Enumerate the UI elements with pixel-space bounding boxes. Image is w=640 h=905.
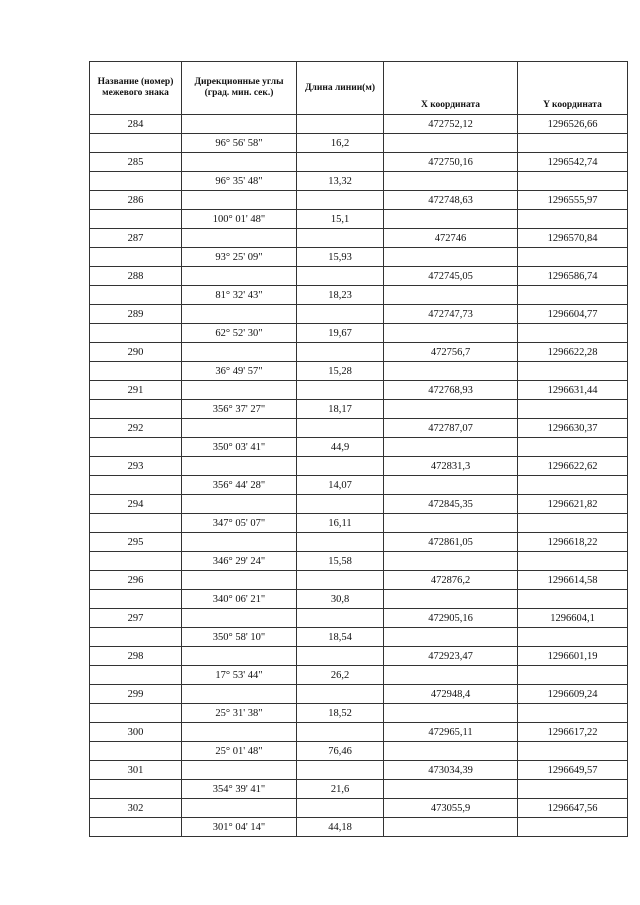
empty-cell xyxy=(90,438,182,457)
empty-cell xyxy=(182,761,297,780)
empty-cell xyxy=(90,514,182,533)
point-name-cell: 301 xyxy=(90,761,182,780)
point-name-cell: 284 xyxy=(90,115,182,134)
point-row xyxy=(90,685,628,704)
y-coordinate-cell: 1296617,22 xyxy=(518,723,628,742)
direction-angle-cell: 62° 52' 30" xyxy=(182,324,297,343)
x-coordinate-cell: 472745,05 xyxy=(384,267,518,286)
point-row xyxy=(90,381,628,400)
empty-cell xyxy=(90,172,182,191)
direction-angle-cell: 340° 06' 21" xyxy=(182,590,297,609)
point-row xyxy=(90,191,628,210)
empty-cell xyxy=(384,324,518,343)
empty-cell xyxy=(182,153,297,172)
empty-cell xyxy=(297,647,384,666)
point-name-cell: 292 xyxy=(90,419,182,438)
empty-cell xyxy=(90,742,182,761)
empty-cell xyxy=(297,381,384,400)
x-coordinate-cell: 472748,63 xyxy=(384,191,518,210)
direction-angle-cell: 354° 39' 41" xyxy=(182,780,297,799)
empty-cell xyxy=(90,552,182,571)
point-name-cell: 288 xyxy=(90,267,182,286)
empty-cell xyxy=(297,457,384,476)
empty-cell xyxy=(182,457,297,476)
empty-cell xyxy=(518,742,628,761)
y-coordinate-cell: 1296649,57 xyxy=(518,761,628,780)
point-row xyxy=(90,115,628,134)
line-length-cell: 18,17 xyxy=(297,400,384,419)
empty-cell xyxy=(518,666,628,685)
header-line-length: Длина линии(м) xyxy=(297,62,384,115)
header-direction-angle: Дирекционные углы (град. мин. сек.) xyxy=(182,62,297,115)
empty-cell xyxy=(182,229,297,248)
y-coordinate-cell: 1296630,37 xyxy=(518,419,628,438)
empty-cell xyxy=(90,780,182,799)
empty-cell xyxy=(518,704,628,723)
line-length-cell: 15,58 xyxy=(297,552,384,571)
empty-cell xyxy=(518,438,628,457)
empty-cell xyxy=(297,153,384,172)
empty-cell xyxy=(518,590,628,609)
empty-cell xyxy=(297,495,384,514)
point-row xyxy=(90,267,628,286)
empty-cell xyxy=(384,248,518,267)
line-length-cell: 19,67 xyxy=(297,324,384,343)
header-x-coordinate: X координата xyxy=(384,62,518,115)
empty-cell xyxy=(384,742,518,761)
direction-angle-cell: 356° 37' 27" xyxy=(182,400,297,419)
point-row xyxy=(90,799,628,818)
direction-angle-cell: 93° 25' 09" xyxy=(182,248,297,267)
x-coordinate-cell: 472756,7 xyxy=(384,343,518,362)
empty-cell xyxy=(182,381,297,400)
empty-cell xyxy=(182,419,297,438)
empty-cell xyxy=(182,685,297,704)
segment-row xyxy=(90,742,628,761)
segment-row xyxy=(90,628,628,647)
line-length-cell: 44,9 xyxy=(297,438,384,457)
empty-cell xyxy=(182,609,297,628)
empty-cell xyxy=(384,590,518,609)
empty-cell xyxy=(182,723,297,742)
empty-cell xyxy=(384,476,518,495)
line-length-cell: 18,52 xyxy=(297,704,384,723)
empty-cell xyxy=(297,571,384,590)
empty-cell xyxy=(384,666,518,685)
empty-cell xyxy=(518,514,628,533)
y-coordinate-cell: 1296609,24 xyxy=(518,685,628,704)
empty-cell xyxy=(297,305,384,324)
line-length-cell: 18,54 xyxy=(297,628,384,647)
empty-cell xyxy=(518,362,628,381)
empty-cell xyxy=(297,685,384,704)
point-name-cell: 289 xyxy=(90,305,182,324)
point-name-cell: 296 xyxy=(90,571,182,590)
line-length-cell: 18,23 xyxy=(297,286,384,305)
empty-cell xyxy=(182,647,297,666)
empty-cell xyxy=(384,362,518,381)
x-coordinate-cell: 472923,47 xyxy=(384,647,518,666)
empty-cell xyxy=(90,362,182,381)
header-point-name: Название (номер) межевого знака xyxy=(90,62,182,115)
point-row xyxy=(90,495,628,514)
y-coordinate-cell: 1296542,74 xyxy=(518,153,628,172)
x-coordinate-cell: 472768,93 xyxy=(384,381,518,400)
segment-row xyxy=(90,666,628,685)
point-row xyxy=(90,609,628,628)
point-name-cell: 293 xyxy=(90,457,182,476)
header-y-coordinate: Y координата xyxy=(518,62,628,115)
segment-row xyxy=(90,172,628,191)
y-coordinate-cell: 1296622,28 xyxy=(518,343,628,362)
empty-cell xyxy=(297,229,384,248)
empty-cell xyxy=(90,628,182,647)
segment-row xyxy=(90,476,628,495)
segment-row xyxy=(90,590,628,609)
point-name-cell: 300 xyxy=(90,723,182,742)
segment-row xyxy=(90,438,628,457)
point-row xyxy=(90,533,628,552)
empty-cell xyxy=(518,552,628,571)
y-coordinate-cell: 1296614,58 xyxy=(518,571,628,590)
empty-cell xyxy=(384,210,518,229)
direction-angle-cell: 36° 49' 57" xyxy=(182,362,297,381)
y-coordinate-cell: 1296621,82 xyxy=(518,495,628,514)
segment-row xyxy=(90,362,628,381)
segment-row xyxy=(90,780,628,799)
point-name-cell: 295 xyxy=(90,533,182,552)
empty-cell xyxy=(182,799,297,818)
line-length-cell: 16,2 xyxy=(297,134,384,153)
direction-angle-cell: 301° 04' 14" xyxy=(182,818,297,837)
segment-row xyxy=(90,552,628,571)
empty-cell xyxy=(90,666,182,685)
segment-row xyxy=(90,400,628,419)
point-name-cell: 297 xyxy=(90,609,182,628)
line-length-cell: 14,07 xyxy=(297,476,384,495)
point-row xyxy=(90,229,628,248)
direction-angle-cell: 346° 29' 24" xyxy=(182,552,297,571)
y-coordinate-cell: 1296555,97 xyxy=(518,191,628,210)
x-coordinate-cell: 472965,11 xyxy=(384,723,518,742)
point-name-cell: 285 xyxy=(90,153,182,172)
point-row xyxy=(90,457,628,476)
direction-angle-cell: 96° 35' 48" xyxy=(182,172,297,191)
point-name-cell: 299 xyxy=(90,685,182,704)
segment-row xyxy=(90,248,628,267)
empty-cell xyxy=(384,172,518,191)
x-coordinate-cell: 472861,05 xyxy=(384,533,518,552)
empty-cell xyxy=(518,628,628,647)
line-length-cell: 15,1 xyxy=(297,210,384,229)
empty-cell xyxy=(90,286,182,305)
empty-cell xyxy=(182,533,297,552)
empty-cell xyxy=(384,438,518,457)
direction-angle-cell: 350° 03' 41" xyxy=(182,438,297,457)
line-length-cell: 76,46 xyxy=(297,742,384,761)
direction-angle-cell: 347° 05' 07" xyxy=(182,514,297,533)
empty-cell xyxy=(297,267,384,286)
point-row xyxy=(90,647,628,666)
x-coordinate-cell: 472948,4 xyxy=(384,685,518,704)
empty-cell xyxy=(384,286,518,305)
empty-cell xyxy=(518,780,628,799)
empty-cell xyxy=(182,115,297,134)
segment-row xyxy=(90,704,628,723)
line-length-cell: 21,6 xyxy=(297,780,384,799)
y-coordinate-cell: 1296604,1 xyxy=(518,609,628,628)
empty-cell xyxy=(297,115,384,134)
x-coordinate-cell: 472831,3 xyxy=(384,457,518,476)
point-row xyxy=(90,571,628,590)
y-coordinate-cell: 1296570,84 xyxy=(518,229,628,248)
empty-cell xyxy=(297,533,384,552)
point-name-cell: 294 xyxy=(90,495,182,514)
empty-cell xyxy=(90,134,182,153)
y-coordinate-cell: 1296526,66 xyxy=(518,115,628,134)
direction-angle-cell: 356° 44' 28" xyxy=(182,476,297,495)
direction-angle-cell: 350° 58' 10" xyxy=(182,628,297,647)
y-coordinate-cell: 1296604,77 xyxy=(518,305,628,324)
empty-cell xyxy=(182,571,297,590)
empty-cell xyxy=(297,609,384,628)
point-name-cell: 290 xyxy=(90,343,182,362)
empty-cell xyxy=(518,172,628,191)
empty-cell xyxy=(90,248,182,267)
empty-cell xyxy=(384,780,518,799)
boundary-coordinates-table xyxy=(89,61,628,837)
point-row xyxy=(90,723,628,742)
point-row xyxy=(90,419,628,438)
direction-angle-cell: 25° 01' 48" xyxy=(182,742,297,761)
segment-row xyxy=(90,210,628,229)
empty-cell xyxy=(90,400,182,419)
empty-cell xyxy=(90,210,182,229)
x-coordinate-cell: 472876,2 xyxy=(384,571,518,590)
x-coordinate-cell: 472905,16 xyxy=(384,609,518,628)
empty-cell xyxy=(90,590,182,609)
x-coordinate-cell: 472845,35 xyxy=(384,495,518,514)
point-name-cell: 302 xyxy=(90,799,182,818)
empty-cell xyxy=(182,495,297,514)
empty-cell xyxy=(518,134,628,153)
line-length-cell: 30,8 xyxy=(297,590,384,609)
empty-cell xyxy=(518,818,628,837)
line-length-cell: 16,11 xyxy=(297,514,384,533)
empty-cell xyxy=(518,286,628,305)
empty-cell xyxy=(384,400,518,419)
direction-angle-cell: 96° 56' 58" xyxy=(182,134,297,153)
x-coordinate-cell: 472747,73 xyxy=(384,305,518,324)
point-name-cell: 287 xyxy=(90,229,182,248)
line-length-cell: 13,32 xyxy=(297,172,384,191)
empty-cell xyxy=(182,191,297,210)
empty-cell xyxy=(90,324,182,343)
direction-angle-cell: 100° 01' 48" xyxy=(182,210,297,229)
line-length-cell: 44,18 xyxy=(297,818,384,837)
empty-cell xyxy=(518,400,628,419)
empty-cell xyxy=(297,191,384,210)
point-row xyxy=(90,343,628,362)
x-coordinate-cell: 472787,07 xyxy=(384,419,518,438)
empty-cell xyxy=(297,799,384,818)
x-coordinate-cell: 473055,9 xyxy=(384,799,518,818)
empty-cell xyxy=(384,704,518,723)
y-coordinate-cell: 1296647,56 xyxy=(518,799,628,818)
point-name-cell: 298 xyxy=(90,647,182,666)
segment-row xyxy=(90,818,628,837)
line-length-cell: 26,2 xyxy=(297,666,384,685)
segment-row xyxy=(90,514,628,533)
direction-angle-cell: 25° 31' 38" xyxy=(182,704,297,723)
y-coordinate-cell: 1296601,19 xyxy=(518,647,628,666)
empty-cell xyxy=(90,704,182,723)
empty-cell xyxy=(297,761,384,780)
table-body xyxy=(90,115,628,837)
empty-cell xyxy=(182,267,297,286)
empty-cell xyxy=(182,305,297,324)
point-row xyxy=(90,153,628,172)
empty-cell xyxy=(297,343,384,362)
empty-cell xyxy=(384,552,518,571)
table-header-row xyxy=(90,62,628,115)
segment-row xyxy=(90,134,628,153)
empty-cell xyxy=(182,343,297,362)
empty-cell xyxy=(518,324,628,343)
y-coordinate-cell: 1296631,44 xyxy=(518,381,628,400)
empty-cell xyxy=(297,723,384,742)
empty-cell xyxy=(518,476,628,495)
x-coordinate-cell: 472750,16 xyxy=(384,153,518,172)
empty-cell xyxy=(384,818,518,837)
empty-cell xyxy=(90,818,182,837)
y-coordinate-cell: 1296586,74 xyxy=(518,267,628,286)
x-coordinate-cell: 472752,12 xyxy=(384,115,518,134)
segment-row xyxy=(90,324,628,343)
empty-cell xyxy=(297,419,384,438)
empty-cell xyxy=(90,476,182,495)
empty-cell xyxy=(384,514,518,533)
point-row xyxy=(90,305,628,324)
direction-angle-cell: 81° 32' 43" xyxy=(182,286,297,305)
point-name-cell: 286 xyxy=(90,191,182,210)
x-coordinate-cell: 473034,39 xyxy=(384,761,518,780)
y-coordinate-cell: 1296622,62 xyxy=(518,457,628,476)
point-name-cell: 291 xyxy=(90,381,182,400)
line-length-cell: 15,93 xyxy=(297,248,384,267)
point-row xyxy=(90,761,628,780)
line-length-cell: 15,28 xyxy=(297,362,384,381)
empty-cell xyxy=(518,210,628,229)
segment-row xyxy=(90,286,628,305)
empty-cell xyxy=(384,628,518,647)
empty-cell xyxy=(384,134,518,153)
empty-cell xyxy=(518,248,628,267)
x-coordinate-cell: 472746 xyxy=(384,229,518,248)
direction-angle-cell: 17° 53' 44" xyxy=(182,666,297,685)
y-coordinate-cell: 1296618,22 xyxy=(518,533,628,552)
